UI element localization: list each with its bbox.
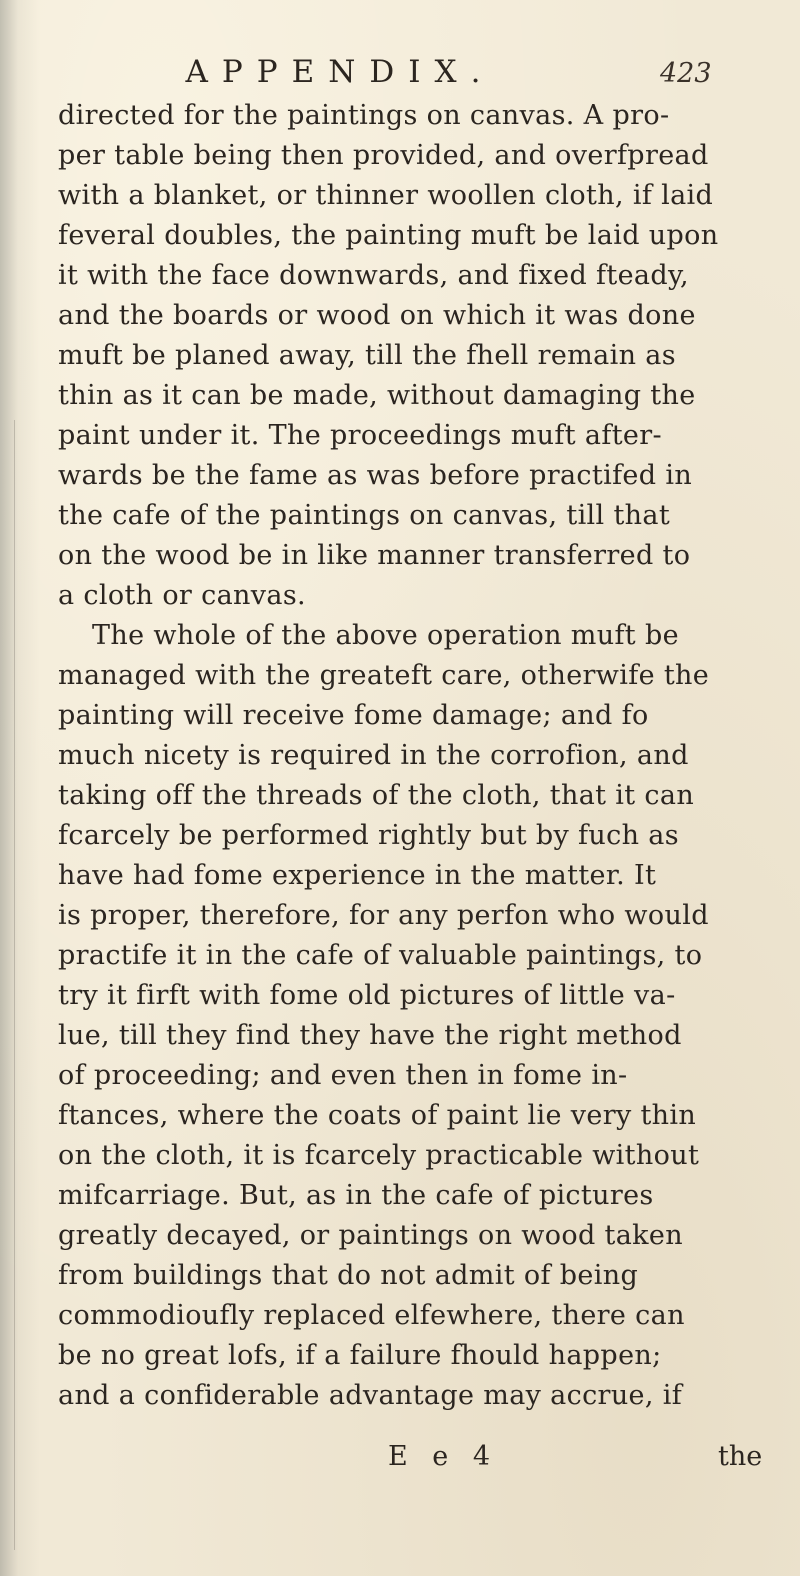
text-line: managed with the greateft care, otherwife the bbox=[58, 660, 710, 691]
text-line: directed for the paintings on canvas. A pro- bbox=[58, 100, 670, 131]
text-line: it with the face downwards, and fixed fteady, bbox=[58, 260, 689, 291]
text-line: on the wood be in like manner transferred to bbox=[58, 540, 691, 571]
gutter-crease bbox=[14, 420, 15, 1550]
text-line: try it firft with fome old pictures of little va- bbox=[58, 980, 676, 1011]
text-line: from buildings that do not admit of being bbox=[58, 1260, 639, 1291]
paragraph-start-line: The whole of the above operation muft be bbox=[92, 620, 679, 651]
text-line: ftances, where the coats of paint lie very thin bbox=[58, 1100, 697, 1131]
page-footer bbox=[0, 1437, 800, 1477]
text-line: wards be the fame as was before practifed in bbox=[58, 460, 693, 491]
text-line: feveral doubles, the painting muft be laid upon bbox=[58, 220, 719, 251]
text-line: the cafe of the paintings on canvas, till that bbox=[58, 500, 671, 531]
text-line: is proper, therefore, for any perfon who would bbox=[58, 900, 709, 931]
text-line: a cloth or canvas. bbox=[58, 580, 306, 611]
page-header bbox=[0, 50, 800, 94]
text-line: per table being then provided, and overfpread bbox=[58, 140, 709, 171]
text-line: of proceeding; and even then in fome in- bbox=[58, 1060, 628, 1091]
page-number: 423 bbox=[660, 58, 712, 89]
text-line: have had fome experience in the matter. It bbox=[58, 860, 657, 891]
text-line: painting will receive fome damage; and fo bbox=[58, 700, 649, 731]
text-line: and a confiderable advantage may accrue, if bbox=[58, 1380, 683, 1411]
catchword: the bbox=[718, 1441, 763, 1472]
gutter-shadow bbox=[0, 0, 40, 1576]
text-line: paint under it. The proceedings muft after- bbox=[58, 420, 662, 451]
running-head: APPENDIX. bbox=[185, 54, 495, 90]
text-line: muft be planed away, till the fhell remain as bbox=[58, 340, 676, 371]
text-line: thin as it can be made, without damaging the bbox=[58, 380, 696, 411]
text-line: be no great lofs, if a failure fhould happen; bbox=[58, 1340, 662, 1371]
text-line: on the cloth, it is fcarcely practicable without bbox=[58, 1140, 700, 1171]
text-line: mifcarriage. But, as in the cafe of pictures bbox=[58, 1180, 654, 1211]
text-line: taking off the threads of the cloth, that it can bbox=[58, 780, 695, 811]
text-line: greatly decayed, or paintings on wood taken bbox=[58, 1220, 683, 1251]
text-line: fcarcely be performed rightly but by fuch as bbox=[58, 820, 679, 851]
text-line: practife it in the cafe of valuable paintings, to bbox=[58, 940, 703, 971]
text-line: much nicety is required in the corrofion, and bbox=[58, 740, 689, 771]
text-line: and the boards or wood on which it was done bbox=[58, 300, 696, 331]
text-line: commodioufly replaced elfewhere, there can bbox=[58, 1300, 685, 1331]
text-line: lue, till they find they have the right method bbox=[58, 1020, 682, 1051]
signature-mark: E e 4 bbox=[388, 1441, 499, 1472]
text-line: with a blanket, or thinner woollen cloth, if laid bbox=[58, 180, 714, 211]
